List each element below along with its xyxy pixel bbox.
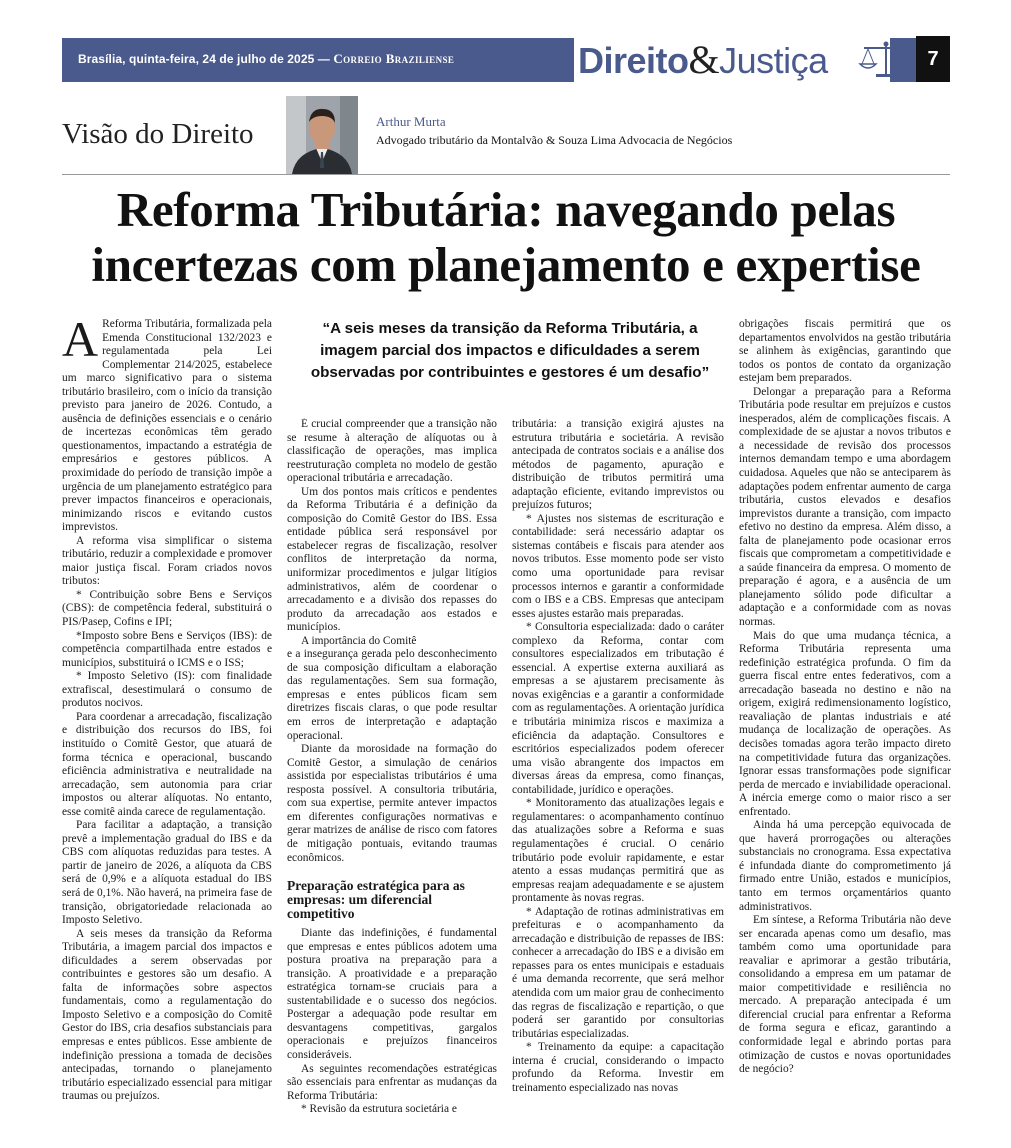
brand-part1: Direito bbox=[578, 40, 689, 81]
paragraph: A importância do Comitê bbox=[301, 634, 417, 647]
dateline bbox=[78, 51, 454, 67]
paragraph: * Consultoria especializada: dado o caráter complexo da Reforma, contar com consultores especializados em tributação é essencial. A expertise externa auxiliará as empresas a se ajustarem precisamente às novas exigências e a garantir a conformidade com as regulamentações. A orientação jurídica e tributária minimiza riscos e maximiza a eficiência da adaptação. Consultores e escritórios especializados podem oferecer uma visão abrangente dos impactos em diversas áreas da empresa, como finanças, contabilidade, jurídico e operações. bbox=[512, 621, 724, 796]
paragraph: * Monitoramento das atualizações legais e regulamentares: o acompanhamento contínuo das atualizações sobre a Reforma e suas regulamentações é crucial. O cenário tributário pode evoluir rapidamente, e estar atento a essas mudanças permitirá que as empresas reajam adequadamente e se ajustem prontamente às novas regras. bbox=[512, 797, 724, 905]
paragraph: Para facilitar a adaptação, a transição prevê a implementação gradual do IBS e da CBS com alíquotas reduzidas para testes. A partir de janeiro de 2026, a alíquota da CBS será de 0,9% e a alíquota estadual do IBS será de 0,1%. Não haverá, na primeira fase de transição, obrigatoriedade relacionada ao Imposto Seletivo. bbox=[62, 819, 272, 927]
paragraph: Mais do que uma mudança técnica, a Reforma Tributária representa uma redefinição estratégica profunda. O fim da guerra fiscal entre entes federativos, com a arrecadação baseada no destino e não na origem, exigirá redimensionamento logístico, reavaliação de plantas industriais e até mudança de localização de operações. As decisões tomadas agora terão impacto direto na competitividade futura das organizações. Ignorar essas transformações pode significar perda de mercado e inviabilidade operacional. A inércia emerge como o maior risco a ser enfrentado. bbox=[739, 629, 951, 818]
paragraph: Para coordenar a arrecadação, fiscalização e distribuição dos recursos do IBS, foi instituído o Comitê Gestor, que atuará de forma técnica e operacional, buscando eficiência administrativa e neutralidade na arrecadação, sem autonomia para criar impostos ou alterar alíquotas. No entanto, esse comitê ainda carece de regulamentação. bbox=[62, 710, 272, 818]
paragraph: obrigações fiscais permitirá que os departamentos envolvidos na gestão tributária se alinhem às exigências, garantindo que todos os pontos de contato da organização estejam bem preparados. bbox=[739, 318, 951, 385]
paragraph: e a insegurança gerada pelo desconhecimento de sua composição dificultam a elaboração das regulamentações. Sem sua formação, empresas e entes públicos ficam sem diretrizes fiscais claras, o que pode resultar em erros de interpretação e adaptação operacional. bbox=[287, 648, 497, 742]
author-name: Arthur Murta bbox=[376, 114, 446, 129]
newspaper-name: Correio Braziliense bbox=[333, 51, 455, 66]
paragraph: tributária: a transição exigirá ajustes na estrutura tributária e societária. A revisão antecipada de contratos sociais e a análise dos métodos de pagamento, apuração e distribuição de tributos permitirá uma adaptação eficiente, evitando imprevistos ou prejuízos futuros; bbox=[512, 418, 724, 512]
paragraph: * Ajustes nos sistemas de escrituração e contabilidade: será necessário adaptar os sistemas contábeis e fiscais para atender aos novos tributos. Esse momento pode ser visto como uma oportunidade para revisar processos internos e garantir a conformidade com o IBS e a CBS. Empresas que antecipam esses ajustes estarão mais preparadas. bbox=[512, 512, 724, 620]
paragraph: * Imposto Seletivo (IS): com finalidade extrafiscal, desestimulará o consumo de produtos nocivos. bbox=[62, 670, 272, 710]
article-column-4 bbox=[739, 318, 951, 1128]
paragraph: Diante das indefinições, é fundamental que empresas e entes públicos adotem uma postura proativa na preparação para a transição. A proatividade e a preparação estratégica tornam-se cruciais para a sustentabilidade e o sucesso dos negócios. Postergar a adequação pode resultar em desvantagens competitivas, gargalos operacionais e prejuízos financeiros consideráveis. bbox=[287, 927, 497, 1061]
author-photo bbox=[286, 96, 358, 174]
paragraph: Delongar a preparação para a Reforma Tributária pode resultar em prejuízos e custos inesperados, além de complicações fiscais. A complexidade de se ajustar a novos tributos e a necessidade de revisão dos processos internos demandam tempo e uma abordagem cuidadosa. Aqueles que não se anteciparem às adaptações podem enfrentar aumento de carga tributária, custos elevados e desafios imprevistos durante a transição, com impacto efetivo no destino da empresa. Além disso, a falta de planejamento pode ocasionar erros fiscais que comprometam a competitividade e a saúde financeira da empresa. O momento de preparação é agora, e a ausência de um planejamento sólido pode dificultar a adaptação e a conformidade com as novas normas. bbox=[739, 385, 951, 629]
page-number: 7 bbox=[916, 36, 950, 82]
paragraph: *Imposto sobre Bens e Serviços (IBS): de competência compartilhada entre estados e municípios, substituirá o ICMS e o ISS; bbox=[62, 629, 272, 669]
subheading: Preparação estratégica para as empresas: um diferencial competitivo bbox=[287, 878, 465, 922]
dateline-text: Brasília, quinta-feira, 24 de julho de 2025 — bbox=[78, 52, 330, 66]
paragraph: Ainda há uma percepção equivocada de que haverá prorrogações ou alterações substanciais no cronograma. Essa expectativa é infundada diante do comprometimento já firmado entre União, estados e municípios, tanto em termos orçamentários quanto administrativos. bbox=[739, 819, 951, 913]
paragraph: Um dos pontos mais críticos e pendentes da Reforma Tributária é a definição da composição do Comitê Gestor do IBS. Essa entidade pública será responsável por estabelecer regras de fiscalização, resolver conflitos de interpretação da norma, uniformizar procedimentos e julgar litígios administrativos, além de coordenar o arrecadamento e a divisão dos repasses do produto da arrecadação aos estados e municípios. bbox=[287, 485, 497, 634]
paragraph-text: Reforma Tributária, formalizada pela Emenda Constitucional 132/2023 e regulamentada pela Lei Complementar 214/2025, estabelece um marco significativo para o sistema tributário brasileiro, com o início da transição previsto para janeiro de 2026. Contudo, a ausência de definições essenciais e o cenário de incertezas econômicas têm gerado questionamentos, impactando a estratégia de empresários e gestores públicos. A proximidade do período de transição impõe a urgência de um planejamento estratégico para prever impactos financeiros e operacionais, minimizando riscos e evitando custos imprevistos. bbox=[62, 318, 272, 534]
paragraph: * Revisão da estrutura societária e bbox=[301, 1103, 457, 1116]
brand-amp: & bbox=[688, 37, 720, 82]
paragraph: Em síntese, a Reforma Tributária não deve ser encarada apenas como um desafio, mas também como uma oportunidade para reavaliar e aprimorar a gestão tributária, consolidando a empresa em um patamar de maior competitividade e resiliência no mercado. A preparação antecipada é um diferencial crucial para enfrentar a Reforma de forma segura e eficaz, garantindo a conformidade legal e abrindo portas para otimização de custos e novas oportunidades de negócio? bbox=[739, 914, 951, 1076]
paragraph: * Adaptação de rotinas administrativas em prefeituras e o acompanhamento da arrecadação e distribuição de repasses de IBS: conhecer a arrecadação do IBS e a divisão em repasses para os entes municipais e estaduais é uma demanda recorrente, que será melhor atendida com um maior grau de conhecimento das regras de fiscalização e repartição, o que poderá ser garantido por consultorias tributárias especializadas. bbox=[512, 905, 724, 1040]
paragraph: As seguintes recomendações estratégicas são essenciais para enfrentar as mudanças da Reforma Tributária: bbox=[287, 1062, 497, 1102]
paragraph: A seis meses da transição da Reforma Tributária, a imagem parcial dos impactos e dificuldades a serem observadas por contribuintes e gestores são um desafio. A falta de informações sobre aspectos fundamentais, como a regulamentação do Imposto Seletivo e a composição do Comitê Gestor do IBS, cria desafios substanciais para empresas e entes públicos. Esse ambiente de indefinição pressiona a tomada de decisões antecipadas, tornando o planejamento tributário especializado essencial para mitigar traumas ou prejuízos. bbox=[62, 927, 272, 1103]
section-brand bbox=[578, 38, 828, 83]
article-column-2 bbox=[287, 418, 497, 1128]
headline: Reforma Tributária: navegando pelas incertezas com planejamento e expertise bbox=[91, 182, 921, 292]
brand-part2: Justiça bbox=[719, 40, 828, 81]
paragraph: * Contribuição sobre Bens e Serviços (CBS): de competência federal, substituirá o PIS/Pasep, Cofins e IPI; bbox=[62, 588, 272, 629]
paragraph: * Treinamento da equipe: a capacitação interna é crucial, considerando o impacto profundo da Reforma. Investir em treinamento especializado nas novas bbox=[512, 1041, 724, 1094]
drop-cap: A bbox=[62, 318, 99, 367]
scales-icon bbox=[858, 40, 914, 80]
paragraph: Diante da morosidade na formação do Comitê Gestor, a simulação de cenários assistida por especialistas tributários é uma resposta possível. A consultoria tributária, com sua expertise, permite antever impactos em diferentes configurações normativas e gerar matrizes de análise de risco com fatores de mitigação pontuais, evitando traumas econômicos. bbox=[287, 743, 497, 864]
article-column-1 bbox=[62, 318, 272, 1128]
author-role: Advogado tributário da Montalvão & Souza Lima Advocacia de Negócios bbox=[376, 133, 733, 147]
pull-quote: “A seis meses da transição da Reforma Tributária, a imagem parcial dos impactos e dificuldades a serem observadas por contribuintes e gestores é um desafio” bbox=[310, 320, 710, 381]
paragraph bbox=[62, 318, 272, 535]
divider bbox=[62, 174, 950, 175]
article-column-3 bbox=[512, 418, 724, 1128]
section-title: Visão do Direito bbox=[62, 118, 254, 150]
paragraph: É crucial compreender que a transição não se resume à alteração de alíquotas ou à classificação de operações, mas implica reestruturação completa no modelo de gestão operacional tributária e arrecadação. bbox=[287, 418, 497, 485]
paragraph: A reforma visa simplificar o sistema tributário, reduzir a complexidade e promover maior justiça fiscal. Foram criados novos tributos: bbox=[62, 534, 272, 588]
